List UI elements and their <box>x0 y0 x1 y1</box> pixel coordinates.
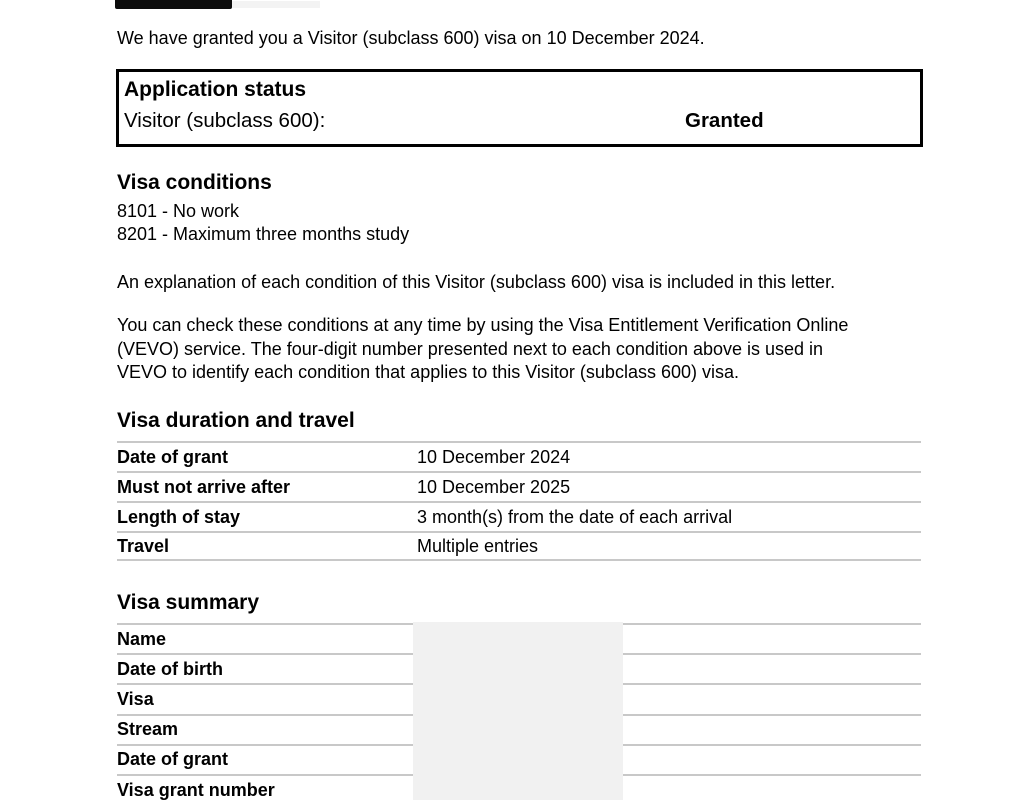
visa-summary-heading: Visa summary <box>117 591 260 614</box>
table-row <box>117 471 921 501</box>
conditions-explanation-text: An explanation of each condition of this Visitor (subclass 600) visa is included in this letter. <box>117 272 836 292</box>
row-value: 3 month(s) from the date of each arrival <box>417 506 733 527</box>
vevo-note-line: You can check these conditions at any time by using the Visa Entitlement Verification Online <box>117 315 849 335</box>
row-label: Name <box>117 628 167 649</box>
vevo-note-line: VEVO to identify each condition that applies to this Visitor (subclass 600) visa. <box>117 362 739 382</box>
row-label: Date of birth <box>117 658 223 679</box>
row-value: 10 December 2024 <box>417 446 571 467</box>
cropped-toolbar-remnant-light <box>232 1 320 8</box>
table-row <box>117 441 921 471</box>
application-status-row <box>124 108 920 134</box>
table-row <box>117 501 921 531</box>
row-label: Visa grant number <box>117 779 275 800</box>
cropped-toolbar-remnant-dark <box>115 0 232 9</box>
row-label: Stream <box>117 719 179 740</box>
visa-condition-item: 8101 - No work <box>117 201 240 221</box>
row-label: Date of grant <box>117 749 229 770</box>
row-label: Date of grant <box>117 446 229 467</box>
grant-intro-text: We have granted you a Visitor (subclass 600) visa on 10 December 2024. <box>117 28 705 48</box>
application-status-box <box>116 69 923 147</box>
application-status-label: Visitor (subclass 600): <box>124 109 326 132</box>
row-value: Multiple entries <box>417 535 539 556</box>
row-label: Length of stay <box>117 506 241 527</box>
row-label: Visa <box>117 688 154 709</box>
application-status-value: Granted <box>685 109 764 132</box>
table-row <box>117 531 921 561</box>
visa-condition-item: 8201 - Maximum three months study <box>117 224 410 244</box>
vevo-note-paragraph <box>117 314 848 385</box>
row-label: Travel <box>117 535 170 556</box>
application-status-title: Application status <box>124 78 307 101</box>
row-value: 10 December 2025 <box>417 476 571 497</box>
row-label: Must not arrive after <box>117 476 291 497</box>
visa-duration-heading: Visa duration and travel <box>117 409 355 432</box>
visa-conditions-heading: Visa conditions <box>117 171 272 194</box>
redacted-values-overlay <box>413 622 623 800</box>
vevo-note-line: (VEVO) service. The four-digit number presented next to each condition above is used in <box>117 338 824 359</box>
visa-duration-table <box>117 441 921 561</box>
